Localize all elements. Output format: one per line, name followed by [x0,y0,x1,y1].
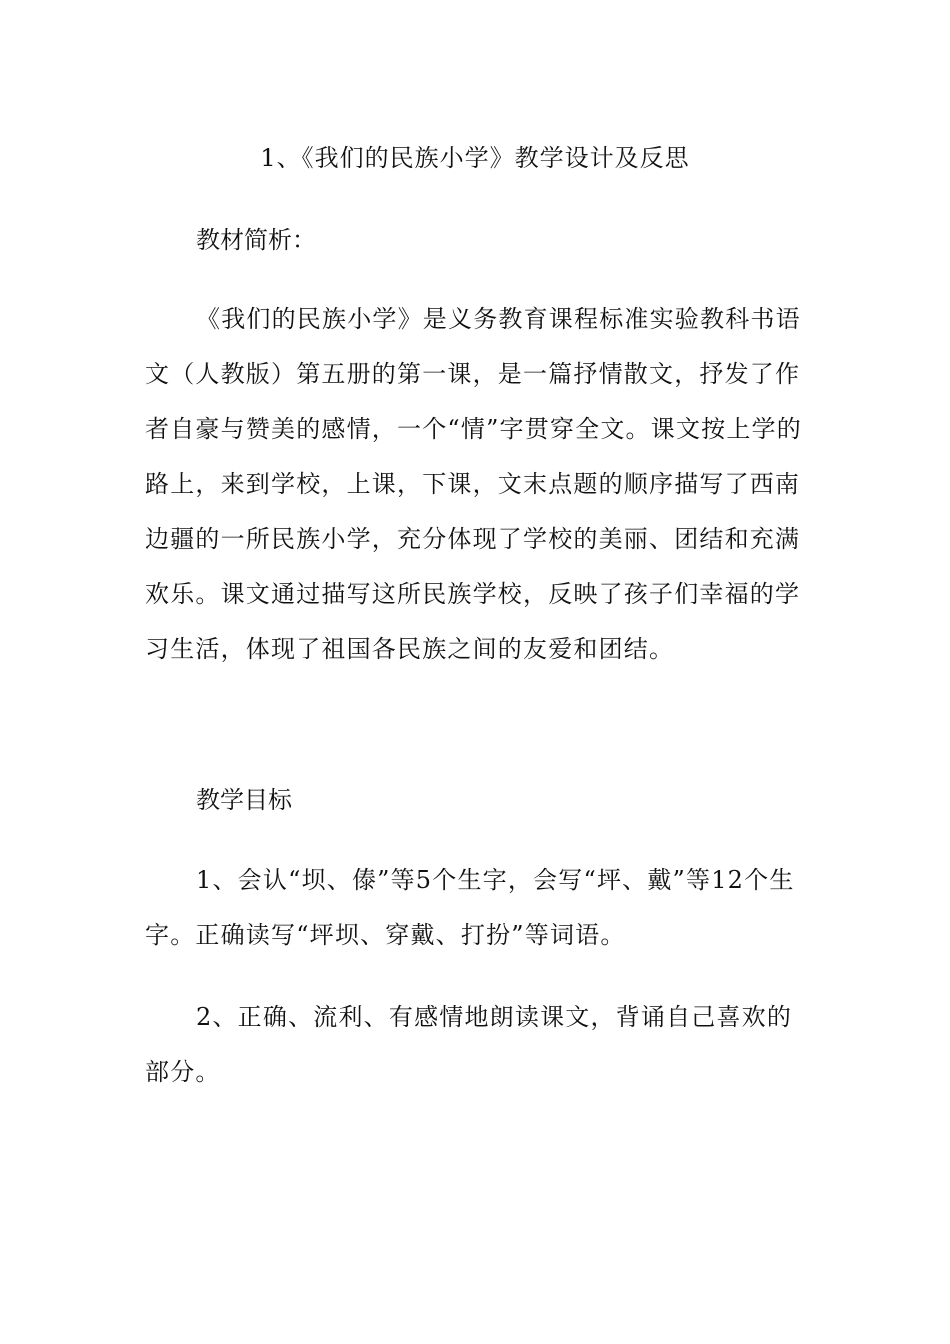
heading-text: 教学目标 [196,786,292,814]
goal-paragraph: 2、正确、流利、有感情地朗读课文，背诵自己喜欢的部分。 [145,1003,793,1086]
goal-item-2 [145,990,805,1100]
document-title: 1、《我们的民族小学》教学设计及反思 [260,144,690,172]
section-heading-analysis [145,220,805,260]
heading-text: 教材简析： [196,226,316,254]
analysis-paragraph-block [145,292,805,677]
goal-paragraph: 1、会认“坝、傣”等5个生字，会写“坪、戴”等12个生字。正确读写“坪坝、穿戴、打扮”等词语。 [145,866,795,949]
goal-item-1 [145,853,805,963]
section-heading-goals [145,780,805,820]
analysis-paragraph: 《我们的民族小学》是义务教育课程标准实验教科书语文（人教版）第五册的第一课，是一篇抒情散文，抒发了作者自豪与赞美的感情，一个“情”字贯穿全文。课文按上学的路上，来到学校，上课，下课，文末点题的顺序描写了西南边疆的一所民族小学，充分体现了学校的美丽、团结和充满欢乐。课文通过描写这所民族学校，反映了孩子们幸福的学习生活，体现了祖国各民族之间的友爱和团结。 [145,305,802,663]
